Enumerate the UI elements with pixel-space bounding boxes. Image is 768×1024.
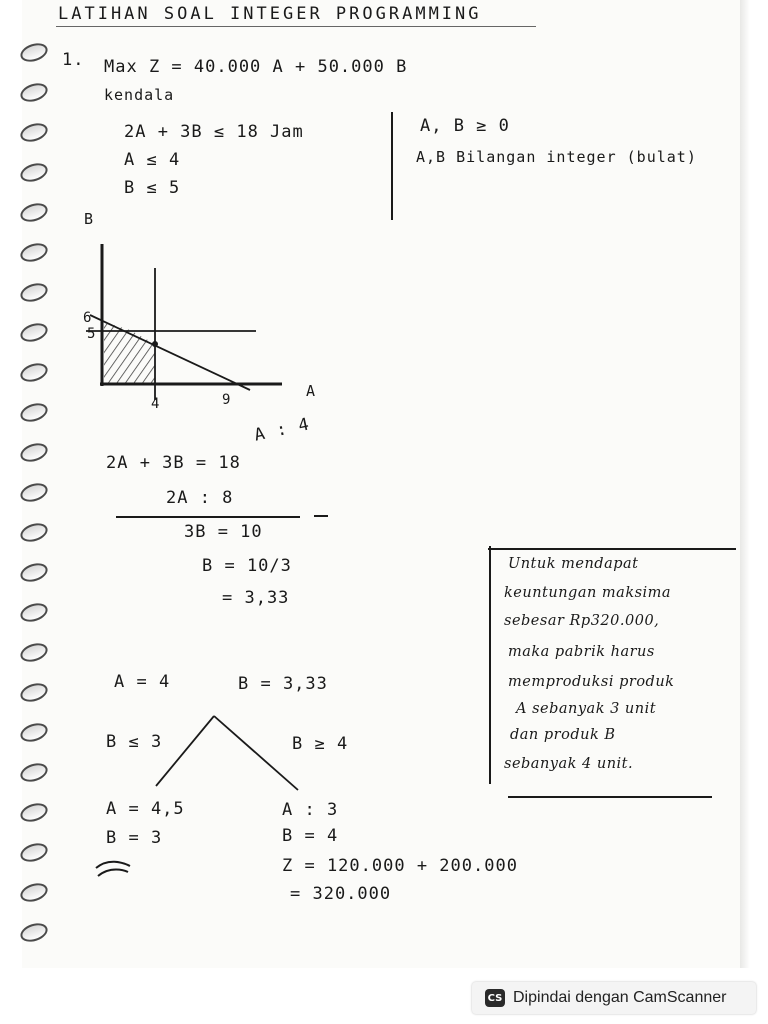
left-node-b: B = 3 [106, 828, 163, 848]
left-node-a: A = 4,5 [106, 799, 185, 819]
problem-number: 1. [62, 50, 85, 70]
right-node-b: B = 4 [282, 826, 339, 846]
right-branch-condition: B ≥ 4 [292, 734, 349, 754]
conclusion-line-3: sebesar Rp320.000, [504, 613, 660, 629]
conclusion-line-6: A sebanyak 3 unit [516, 701, 657, 717]
constraint-2: A ≤ 4 [124, 150, 181, 170]
constraint-3: B ≤ 5 [124, 178, 181, 198]
x-axis-label: A [306, 382, 317, 400]
right-node-a: A : 3 [282, 800, 339, 820]
objective-function: Max Z = 40.000 A + 50.000 B [104, 57, 408, 77]
nonnegativity-condition: A, B ≥ 0 [420, 116, 510, 136]
camscanner-badge [472, 982, 756, 1014]
constraint-1: 2A + 3B ≤ 18 Jam [124, 122, 304, 142]
conclusion-line-1: Untuk mendapat [508, 556, 639, 572]
root-a-value: A = 4 [114, 672, 171, 692]
conclusion-box-top [488, 548, 736, 550]
conclusion-line-5: memproduksi produk [508, 674, 675, 690]
page-title: LATIHAN SOAL INTEGER PROGRAMMING [58, 4, 482, 24]
camscanner-icon: CS [485, 989, 505, 1007]
camscanner-label: Dipindai dengan CamScanner [513, 989, 727, 1006]
scribble-mark [96, 862, 130, 876]
b-fraction: B = 10/3 [202, 556, 292, 576]
z-result: = 320.000 [290, 884, 392, 904]
b-decimal: = 3,33 [222, 588, 290, 608]
conclusion-box-left [489, 546, 491, 784]
integer-condition: A,B Bilangan integer (bulat) [416, 148, 697, 166]
left-branch-condition: B ≤ 3 [106, 732, 163, 752]
constraints-heading: kendala [104, 86, 175, 104]
x-tick-9: 9 [222, 392, 232, 408]
elimination-diff: 3B = 10 [184, 522, 263, 542]
z-calculation: Z = 120.000 + 200.000 [282, 856, 518, 876]
graph-side-note: A : 4 [252, 414, 312, 446]
conclusion-box-bottom [508, 796, 712, 798]
y-tick-6: 6 [83, 310, 93, 326]
root-b-value: B = 3,33 [238, 674, 328, 694]
branch-left [156, 716, 214, 786]
conclusion-line-2: keuntungan maksima [504, 585, 672, 601]
conclusion-line-7: dan produk B [510, 727, 616, 743]
conclusion-line-4: maka pabrik harus [508, 644, 655, 660]
x-tick-4: 4 [151, 396, 161, 412]
y-axis-label: B [84, 210, 95, 228]
elimination-eq2: 2A : 8 [166, 488, 234, 508]
elimination-eq1: 2A + 3B = 18 [106, 453, 241, 473]
branch-right [214, 716, 298, 790]
conclusion-line-8: sebanyak 4 unit. [504, 756, 634, 772]
y-tick-5: 5 [87, 326, 97, 342]
